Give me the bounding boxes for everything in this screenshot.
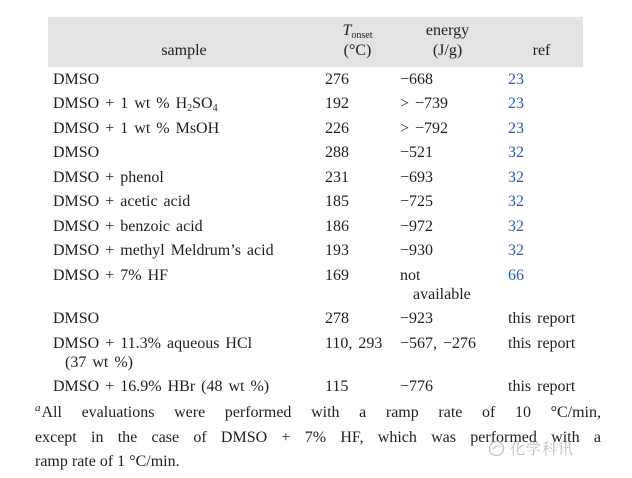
ref-cell: this report [508,378,576,396]
footnote-marker: a [35,402,41,414]
footnote-line: $^a$All evaluations were performed with a ramp rate of 10 °C/min, [35,402,601,421]
header-row [48,17,583,67]
table-row [48,307,583,332]
table-body [48,67,583,399]
tonset-cell: 193 [325,242,349,260]
ref-cell[interactable]: 32 [508,242,524,260]
ref-cell[interactable]: 32 [508,144,524,162]
ref-cell[interactable]: 23 [508,95,524,113]
footnote-line: except in the case of DMSO + 7% HF, which was performed with a [35,428,601,446]
column-header-tonset: $T_{onset}$ (°C) [320,17,395,67]
ref-cell[interactable]: 32 [508,217,524,235]
tonset-cell: 278 [325,310,349,328]
sample-cell: DMSO + methyl Meldrum’s acid [53,242,274,260]
column-header-energy: energy (J/g) [395,17,500,67]
watermark-logo-icon [488,440,505,457]
energy-cell: −923 [400,310,434,328]
table-row [48,331,583,375]
table-row [48,165,583,190]
footnote-line: ramp rate of 1 °C/min. [35,453,180,470]
tonset-cell: 115 [325,378,349,396]
sample-cell: DMSO + benzoic acid [53,217,203,235]
table-row [48,116,583,141]
column-header-sample: sample [48,17,320,67]
table-row [48,375,583,400]
sample-cell: DMSO [53,310,100,328]
energy-cell: −567, −276 [400,334,477,352]
energy-cell: −972 [400,217,434,235]
sample-cell: DMSO + 11.3% aqueous HCl (37 wt %) [53,334,253,371]
energy-cell: −930 [400,242,434,260]
table-row [48,214,583,239]
tonset-cell: 169 [325,266,349,284]
sample-cell: DMSO + 16.9% HBr (48 wt %) [53,378,270,396]
ref-cell: this report [508,334,576,352]
table-row [48,92,583,117]
ref-cell[interactable]: 23 [508,119,524,137]
tonset-cell: 185 [325,193,349,211]
energy-cell: > −739 [400,95,449,113]
energy-cell: −668 [400,70,434,88]
energy-cell: −521 [400,144,434,162]
energy-cell: not available [400,266,471,303]
energy-cell: −776 [400,378,434,396]
watermark-text: 化学科讯 [510,442,575,458]
ref-cell[interactable]: 23 [508,70,524,88]
table-row [48,263,583,307]
sample-cell: DMSO + acetic acid [53,193,191,211]
tonset-cell: 192 [325,95,349,113]
watermark [488,438,574,459]
energy-cell: −693 [400,168,434,186]
table-row [48,239,583,264]
sample-cell: DMSO + 1 wt % $H_2SO_4$ [53,95,218,115]
sample-cell: DMSO [53,144,100,162]
ref-cell[interactable]: 32 [508,168,524,186]
energy-cell: > −792 [400,119,449,137]
thermal-stability-table [48,17,583,399]
table-row [48,67,583,92]
sample-cell: DMSO + phenol [53,168,164,186]
tonset-cell: 110, 293 [325,334,383,352]
ref-cell: this report [508,310,576,328]
ref-cell[interactable]: 66 [508,266,524,284]
column-header-ref: ref [500,17,583,67]
tonset-cell: 186 [325,217,349,235]
sample-cell: DMSO [53,70,100,88]
energy-cell: −725 [400,193,434,211]
tonset-cell: 288 [325,144,349,162]
tonset-cell: 226 [325,119,349,137]
table-header [48,17,583,67]
tonset-cell: 276 [325,70,349,88]
ref-cell[interactable]: 32 [508,193,524,211]
table-row [48,190,583,215]
sample-cell: DMSO + 7% HF [53,266,169,284]
table-row [48,141,583,166]
tonset-cell: 231 [325,168,349,186]
sample-cell: DMSO + 1 wt % MsOH [53,119,220,137]
